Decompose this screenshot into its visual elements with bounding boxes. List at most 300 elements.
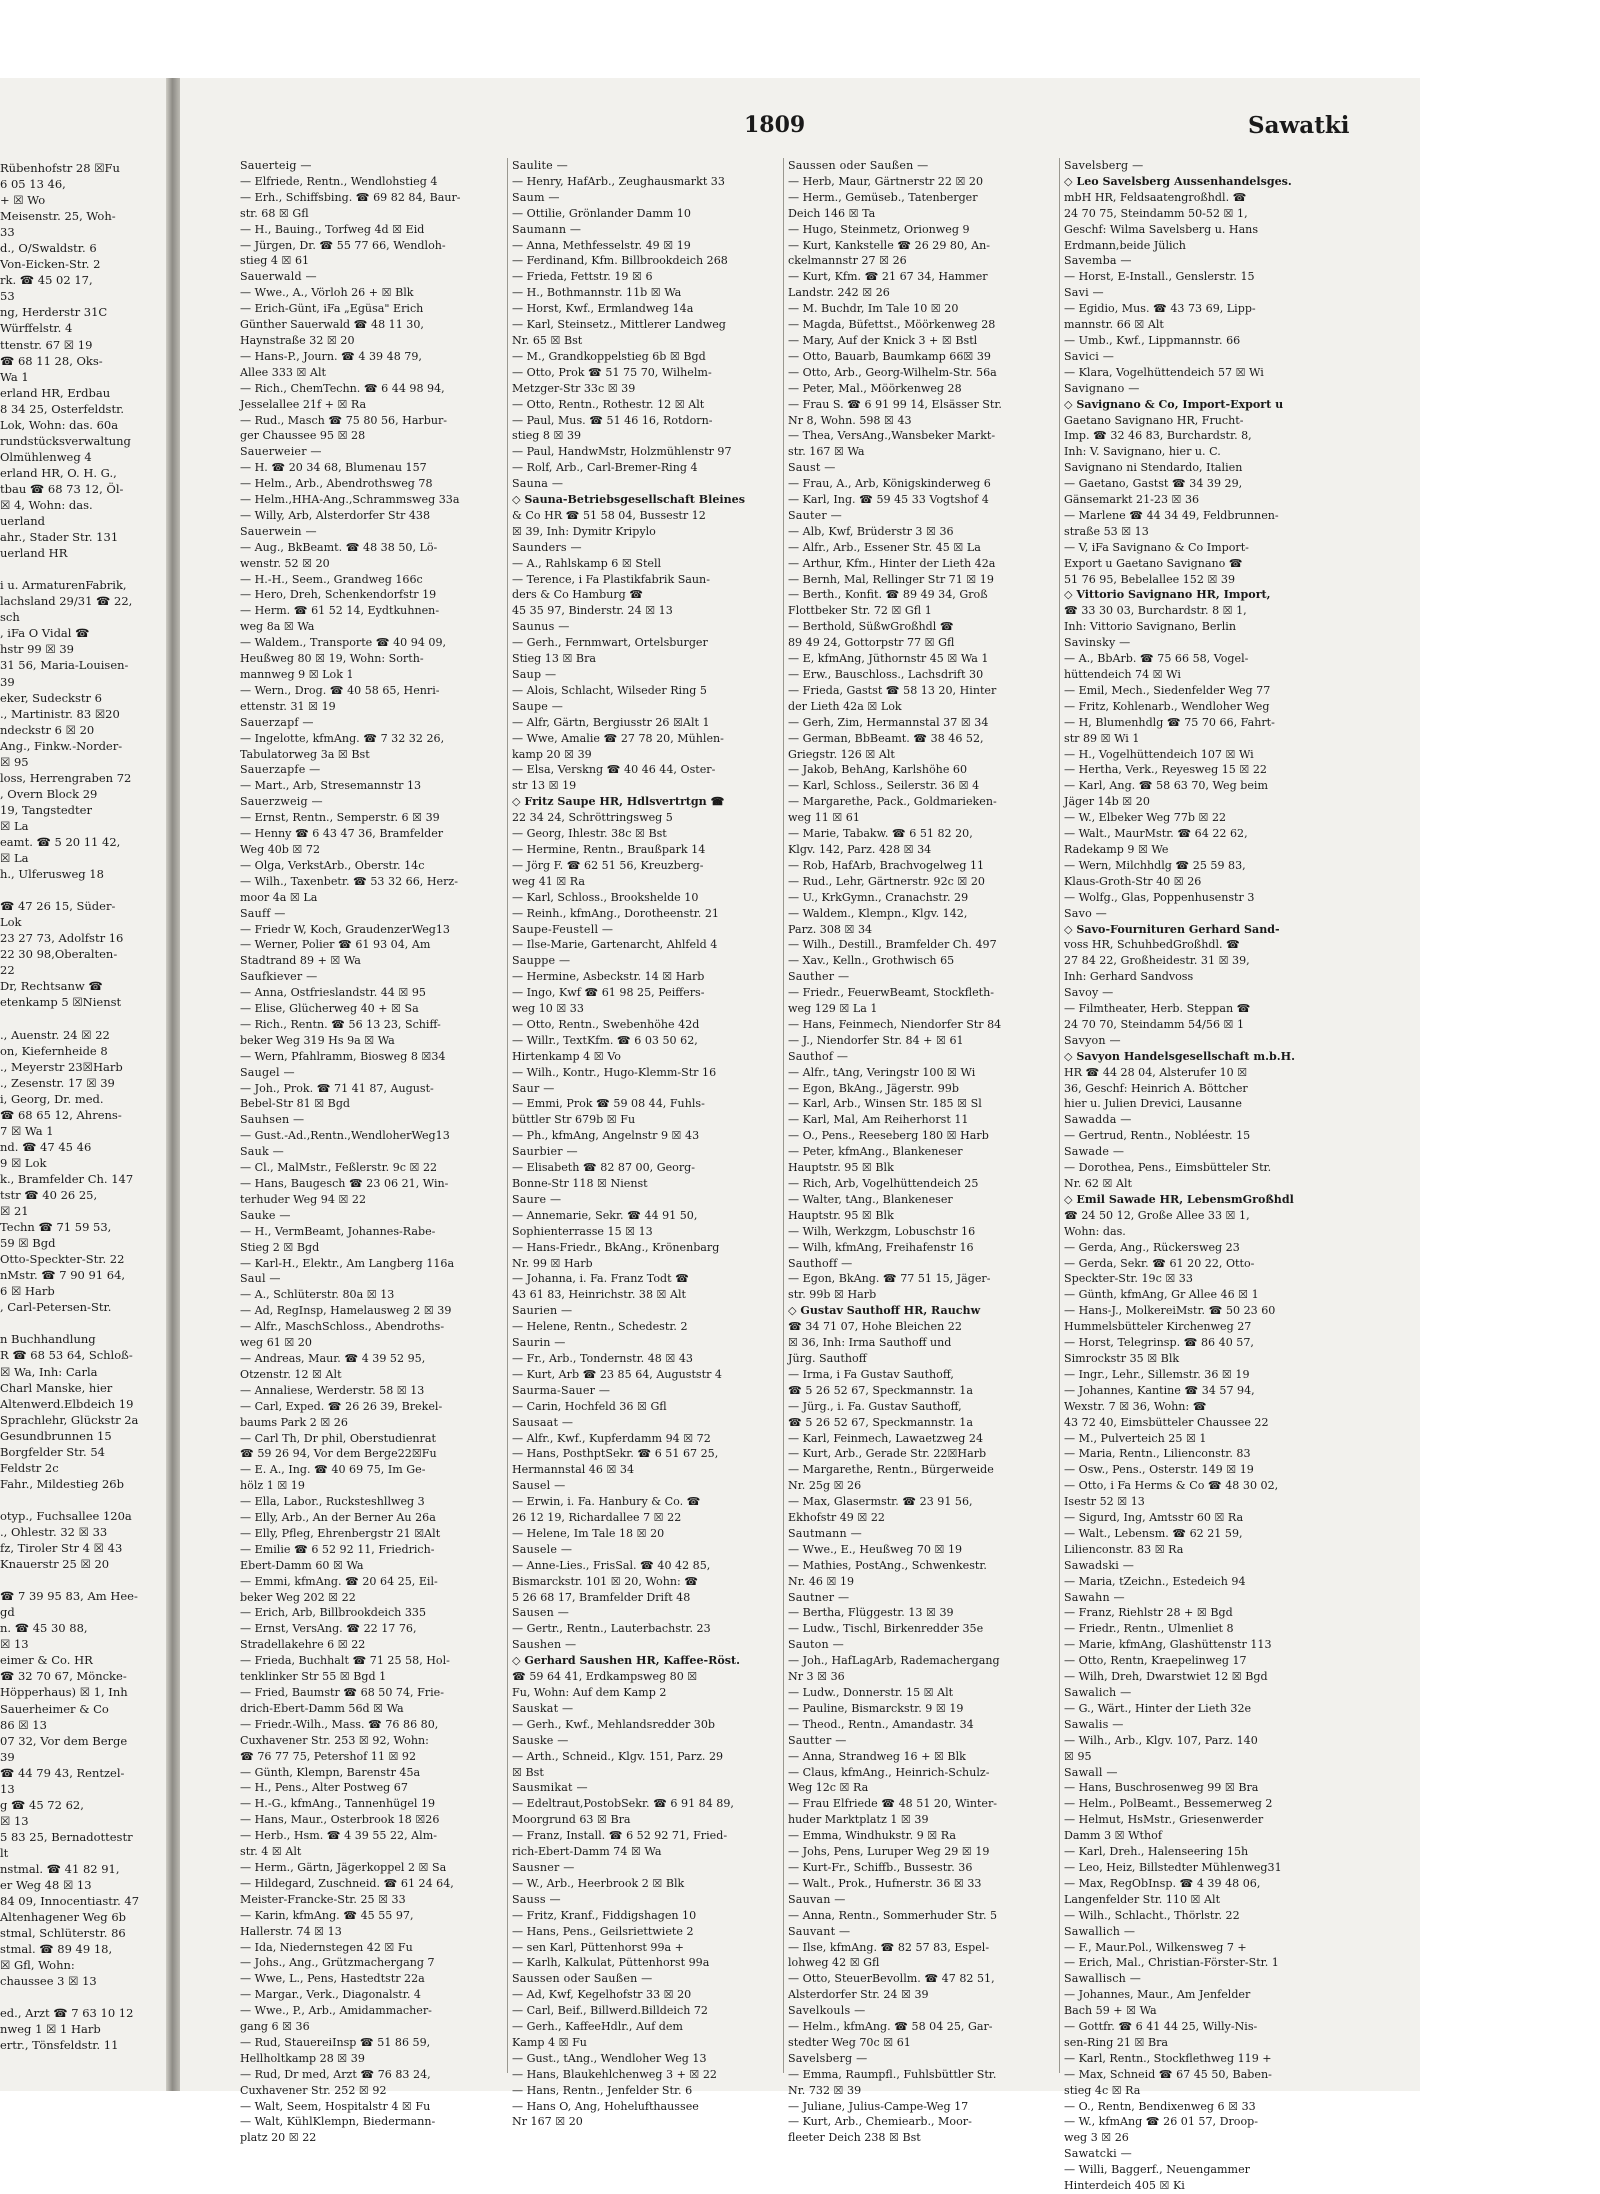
surname-heading: Sauvant — [788, 1924, 851, 1938]
directory-entry-line: 43 72 40, Eimsbütteler Chaussee 22 [1064, 1415, 1269, 1429]
directory-entry-line: Simrockstr 35 ☒ Blk [1064, 1351, 1180, 1365]
directory-entry-line: — Alfr., MaschSchloss., Abendroths- [240, 1320, 445, 1334]
directory-entry-line: str 89 ☒ Wi 1 [1064, 731, 1140, 745]
directory-column-3 [788, 158, 1058, 2145]
directory-entry-line: — Hans, Blaukehlchenweg 3 + ☒ 22 [512, 2067, 717, 2081]
left-page-line: ☎ 44 79 43, Rentzel- [0, 1765, 125, 1780]
directory-entry-line: — Anna, Strandweg 16 + ☒ Blk [788, 1749, 966, 1763]
directory-entry-line: — Otto, Bauarb, Baumkamp 66☒ 39 [788, 349, 991, 363]
left-page-line: , iFa O Vidal ☎ [0, 626, 90, 641]
directory-entry-line: — Hermine, Asbeckstr. 14 ☒ Harb [512, 970, 705, 984]
directory-entry-line: — Carl, Beif., Billwerd.Billdeich 72 [512, 2004, 708, 2018]
directory-entry-line: str. 68 ☒ Gfl [240, 206, 309, 220]
directory-entry-line: — Walt., Prok., Hufnerstr. 36 ☒ 33 [788, 1876, 982, 1890]
directory-entry-line: Nr. 99 ☒ Harb [512, 1256, 593, 1270]
directory-entry-line: — Johs., Ang., Grützmachergang 7 [240, 1956, 435, 1970]
surname-heading: Sauske — [512, 1733, 569, 1747]
left-page-line: ☒ La [0, 851, 29, 866]
directory-entry-line: Bach 59 + ☒ Wa [1064, 2004, 1157, 2018]
directory-entry-line: Flottbeker Str. 72 ☒ Gfl 1 [788, 604, 932, 618]
directory-entry-line: ☎ 59 64 41, Erdkampsweg 80 ☒ [512, 1670, 698, 1684]
directory-entry-line: — Wwe., E., Heußweg 70 ☒ 19 [788, 1542, 963, 1556]
surname-heading: Saurin — [512, 1336, 566, 1350]
left-page-line: stmal. ☎ 89 49 18, [0, 1942, 113, 1957]
directory-entry-line: — Ilse, kfmAng. ☎ 82 57 83, Espel- [788, 1940, 990, 1954]
directory-entry-line: Klaus-Groth-Str 40 ☒ 26 [1064, 874, 1202, 888]
directory-entry-line: — H, Blumenhdlg ☎ 75 70 66, Fahrt- [1064, 715, 1275, 729]
directory-entry-line: moor 4a ☒ La [240, 890, 318, 904]
directory-entry-line: Nr 167 ☒ 20 [512, 2115, 583, 2129]
surname-heading: Sawalis — [1064, 1717, 1124, 1731]
left-page-line: 6 ☒ Harb [0, 1284, 55, 1299]
left-page-line: , Overn Block 29 [0, 786, 98, 801]
directory-entry-line: — Helene, Rentn., Schedestr. 2 [512, 1320, 688, 1334]
directory-entry-line: — Ph., kfmAng, Angelnstr 9 ☒ 43 [512, 1129, 700, 1143]
directory-entry-line: — W., Elbeker Weg 77b ☒ 22 [1064, 811, 1227, 825]
directory-entry-line: — Friedr., Rentn., Ulmenliet 8 [1064, 1622, 1234, 1636]
left-page-line [0, 1492, 162, 1508]
directory-entry-line: voss HR, SchuhbedGroßhdl. ☎ [1064, 938, 1240, 952]
directory-entry-line: — Otto, Rentn., Swebenhöhe 42d [512, 1017, 700, 1031]
directory-entry-line: — Waldem., Klempn., Klgv. 142, [788, 906, 968, 920]
left-page-line: er Weg 48 ☒ 13 [0, 1878, 92, 1893]
directory-entry-line: gang 6 ☒ 36 [240, 2020, 310, 2034]
directory-entry-line: Jürg. Sauthoff [788, 1351, 867, 1365]
directory-entry-line: — Henny ☎ 6 43 47 36, Bramfelder [240, 827, 444, 841]
left-page-line: i u. ArmaturenFabrik, [0, 578, 127, 593]
directory-entry-line: weg 8a ☒ Wa [240, 620, 315, 634]
surname-heading: Sauna — [512, 477, 564, 491]
surname-heading: Sawallich — [1064, 1924, 1136, 1938]
directory-entry-line: — Gottfr. ☎ 6 41 44 25, Willy-Nis- [1064, 2020, 1258, 2034]
left-page-line: nd. ☎ 47 45 46 [0, 1139, 92, 1154]
directory-entry-line: — Hugo, Steinmetz, Orionweg 9 [788, 222, 970, 236]
directory-entry-line: 22 34 24, Schröttringsweg 5 [512, 811, 673, 825]
directory-entry-line: — Alb, Kwf, Brüderstr 3 ☒ 36 [788, 524, 954, 538]
directory-entry-line: — Fried, Baumstr ☎ 68 50 74, Frie- [240, 1686, 444, 1699]
left-page-line: eker, Sudeckstr 6 [0, 690, 102, 705]
directory-entry-line: — Kurt, Kankstelle ☎ 26 29 80, An- [788, 238, 991, 252]
firm-entry-line: ◇ Sauna-Betriebsgesellschaft Bleines [512, 493, 745, 507]
directory-entry-line: — Hero, Dreh, Schenkendorfstr 19 [240, 588, 437, 602]
surname-heading: Sautmann — [788, 1526, 862, 1540]
directory-entry-line: — H. ☎ 20 34 68, Blumenau 157 [240, 461, 427, 475]
directory-entry-line: — Helmut, HsMstr., Griesenwerder [1064, 1813, 1264, 1827]
left-page-line: 86 ☒ 13 [0, 1717, 47, 1732]
directory-entry-line: straße 53 ☒ 13 [1064, 524, 1149, 538]
directory-entry-line: — Otto, Rentn, Kraepelinweg 17 [1064, 1654, 1247, 1668]
left-page-line [0, 1010, 162, 1026]
directory-entry-line: — Frieda, Buchhalt ☎ 71 25 58, Hol- [240, 1654, 450, 1668]
left-page-line [0, 1315, 162, 1331]
directory-entry-line: — Anna, Methfesselstr. 49 ☒ 19 [512, 238, 691, 252]
surname-heading: Saure — [512, 1192, 562, 1206]
directory-entry-line: Export u Gaetano Savignano ☎ [1064, 556, 1243, 570]
directory-entry-line: — Karl, Rentn., Stockflethweg 119 + [1064, 2051, 1272, 2065]
directory-entry-line: rich-Ebert-Damm 74 ☒ Wa [512, 1845, 662, 1859]
directory-entry-line: Lilienconstr. 83 ☒ Ra [1064, 1542, 1184, 1556]
directory-entry-line: ckelmannstr 27 ☒ 26 [788, 254, 907, 268]
directory-entry-line: — Hans, Rentn., Jenfelder Str. 6 [512, 2083, 693, 2097]
directory-entry-line: — Walt., MaurMstr. ☎ 64 22 62, [1064, 827, 1248, 841]
surname-heading: Sawatcki — [1064, 2147, 1132, 2161]
directory-entry-line: — H., Vogelhüttendeich 107 ☒ Wi [1064, 747, 1254, 761]
directory-entry-line: — Rud., Masch ☎ 75 80 56, Harbur- [240, 413, 448, 427]
directory-entry-line: hier u. Julien Drevici, Lausanne [1064, 1097, 1242, 1111]
directory-entry-line: — Willi, Baggerf., Neuengammer [1064, 2163, 1250, 2177]
directory-column-4 [1064, 158, 1386, 2193]
directory-entry-line: — Herb, Maur, Gärtnerstr 22 ☒ 20 [788, 174, 984, 188]
directory-entry-line: — Kurt, Kfm. ☎ 21 67 34, Hammer [788, 270, 988, 284]
left-page-line [0, 561, 162, 577]
directory-entry-line: Nr 8, Wohn. 598 ☒ 43 [788, 413, 912, 427]
directory-entry-line: — Rich, Arb, Vogelhüttendeich 25 [788, 1177, 979, 1190]
directory-entry-line: — Mary, Auf der Knick 3 + ☒ Bstl [788, 333, 978, 347]
directory-entry-line: sen-Ring 21 ☒ Bra [1064, 2035, 1169, 2049]
directory-entry-line: — Juliane, Julius-Campe-Weg 17 [788, 2099, 969, 2113]
left-page-line: nMstr. ☎ 7 90 91 64, [0, 1268, 126, 1283]
directory-entry-line: — Wilh, Werkzgm, Lobuschstr 16 [788, 1224, 976, 1238]
left-page-line: ., Auenstr. 24 ☒ 22 [0, 1027, 110, 1042]
surname-heading: Sausele — [512, 1542, 573, 1556]
directory-entry-line: — Gust., tAng., Wendloher Weg 13 [512, 2051, 707, 2065]
directory-entry-line: Sophienterrasse 15 ☒ 13 [512, 1224, 653, 1238]
directory-entry-line: kamp 20 ☒ 39 [512, 747, 592, 761]
directory-entry-line: Tabulatorweg 3a ☒ Bst [240, 747, 370, 761]
directory-entry-line: — Anna, Rentn., Sommerhuder Str. 5 [788, 1908, 998, 1922]
directory-entry-line: — Herb., Hsm. ☎ 4 39 55 22, Alm- [240, 1829, 437, 1843]
surname-heading: Sausel — [512, 1479, 566, 1493]
directory-entry-line: — Otto, SteuerBevollm. ☎ 47 82 51, [788, 1972, 995, 1986]
directory-entry-line: Hinterdeich 405 ☒ Ki [1064, 2179, 1185, 2193]
directory-entry-line: — Alfr., Kwf., Kupferdamm 94 ☒ 72 [512, 1431, 711, 1445]
left-page-line: etenkamp 5 ☒Nienst [0, 995, 122, 1010]
directory-entry-line: — M., Grandkoppelstieg 6b ☒ Bgd [512, 349, 706, 363]
directory-entry-line: Hummelsbütteler Kirchenweg 27 [1064, 1320, 1252, 1334]
left-page-line: d., O/Swaldstr. 6 [0, 241, 97, 256]
directory-entry-line: Nr 3 ☒ 36 [788, 1670, 845, 1684]
directory-entry-line: — Walt, KühlKlempn, Biedermann- [240, 2115, 436, 2129]
left-page-line: Altenwerd.Elbdeich 19 [0, 1396, 134, 1411]
directory-entry-line: — Hans, Baugesch ☎ 23 06 21, Win- [240, 1177, 449, 1190]
directory-entry-line: — Hans, Buschrosenweg 99 ☒ Bra [1064, 1781, 1259, 1795]
directory-entry-line: Isestr 52 ☒ 13 [1064, 1495, 1145, 1509]
directory-entry-line: platz 20 ☒ 22 [240, 2131, 317, 2145]
surname-heading: Sauss — [512, 1892, 561, 1906]
directory-entry-line: — Annaliese, Werderstr. 58 ☒ 13 [240, 1383, 425, 1397]
directory-entry-line: ettenstr. 31 ☒ 19 [240, 699, 336, 713]
surname-heading: Saupe-Feustell — [512, 922, 614, 936]
left-page-line: Feldstr 2c [0, 1460, 59, 1475]
directory-entry-line: Weg 12c ☒ Ra [788, 1781, 869, 1795]
left-page-line: Gesundbrunnen 15 [0, 1428, 112, 1443]
directory-entry-line: — Werner, Polier ☎ 61 93 04, Am [240, 938, 431, 952]
directory-entry-line: Wexstr. 7 ☒ 36, Wohn: ☎ [1064, 1399, 1207, 1413]
directory-entry-line: 24 70 70, Steindamm 54/56 ☒ 1 [1064, 1017, 1245, 1031]
directory-entry-line: Jäger 14b ☒ 20 [1064, 795, 1150, 809]
directory-entry-line: str. 4 ☒ Alt [240, 1845, 302, 1859]
directory-entry-line: Hellholtkamp 28 ☒ 39 [240, 2051, 365, 2065]
directory-entry-line: Erdmann,beide Jülich [1064, 238, 1186, 252]
left-page-line: ☒ Gfl, Wohn: [0, 1958, 75, 1973]
directory-entry-line: — Gerda, Ang., Rückersweg 23 [1064, 1240, 1240, 1254]
surname-heading: Sauthof — [788, 1049, 849, 1063]
left-page-line: ., Meyerstr 23☒Harb [0, 1059, 123, 1074]
directory-entry-line: — Jörg F. ☎ 62 51 56, Kreuzberg- [512, 858, 704, 872]
directory-entry-line: — Frieda, Gastst ☎ 58 13 20, Hinter [788, 683, 997, 697]
directory-entry-line: — Erich, Mal., Christian-Förster-Str. 1 [1064, 1956, 1279, 1970]
directory-entry-line: — Rud, Dr med, Arzt ☎ 76 83 24, [240, 2067, 431, 2081]
surname-heading: Sauskat — [512, 1701, 574, 1715]
directory-entry-line: — Karl, Ing. ☎ 59 45 33 Vogtshof 4 [788, 493, 989, 507]
directory-entry-line: — Egidio, Mus. ☎ 43 73 69, Lipp- [1064, 302, 1256, 316]
directory-entry-line: — Andreas, Maur. ☎ 4 39 52 95, [240, 1351, 426, 1365]
left-page-line: fz, Tiroler Str 4 ☒ 43 [0, 1541, 123, 1556]
directory-entry-line: Hauptstr. 95 ☒ Blk [788, 1208, 894, 1222]
directory-entry-line: wenstr. 52 ☒ 20 [240, 556, 330, 570]
directory-entry-line: — U., KrkGymn., Cranachstr. 29 [788, 890, 969, 904]
directory-entry-line: — Osw., Pens., Osterstr. 149 ☒ 19 [1064, 1463, 1254, 1477]
directory-entry-line: ☎ 33 30 03, Burchardstr. 8 ☒ 1, [1064, 604, 1247, 618]
directory-entry-line: — Rud, StauereiInsp ☎ 51 86 59, [240, 2035, 431, 2049]
surname-heading: Saurien — [512, 1304, 573, 1318]
directory-entry-line: — Marlene ☎ 44 34 49, Feldbrunnen- [1064, 508, 1279, 522]
left-page-line: sch [0, 610, 20, 625]
directory-entry-line: — Wwe, L., Pens, Hastedtstr 22a [240, 1972, 425, 1986]
directory-entry-line: — Emilie ☎ 6 52 92 11, Friedrich- [240, 1542, 435, 1556]
directory-entry-line: ☒ 36, Inh: Irma Sauthoff und [788, 1336, 952, 1350]
directory-entry-line: — sen Karl, Püttenhorst 99a + [512, 1940, 684, 1954]
left-page-line: ☎ 68 65 12, Ahrens- [0, 1107, 122, 1122]
directory-entry-line: weg 61 ☒ 20 [240, 1336, 312, 1350]
surname-heading: Sausaat — [512, 1415, 574, 1429]
directory-entry-line: weg 41 ☒ Ra [512, 874, 586, 888]
surname-heading: Sauerzweig — [240, 795, 323, 809]
left-page-line: tbau ☎ 68 73 12, Öl- [0, 481, 124, 496]
directory-entry-line: — Klara, Vogelhüttendeich 57 ☒ Wi [1064, 365, 1264, 379]
directory-entry-line: der Lieth 42a ☒ Lok [788, 699, 902, 713]
directory-entry-line: — Emma, Raumpfl., Fuhlsbüttler Str. [788, 2067, 997, 2081]
directory-entry-line: beker Weg 319 Hs 9a ☒ Wa [240, 1033, 395, 1047]
directory-entry-line: — Rich., ChemTechn. ☎ 6 44 98 94, [240, 381, 445, 395]
directory-entry-line: — Arth., Schneid., Klgv. 151, Parz. 29 [512, 1749, 724, 1763]
directory-entry-line: — Hertha, Verk., Reyesweg 15 ☒ 22 [1064, 763, 1267, 777]
directory-entry-line: — Hans, Maur., Osterbrook 18 ☒26 [240, 1813, 440, 1827]
surname-heading: Sawalich — [1064, 1686, 1132, 1699]
directory-entry-line: — Emil, Mech., Siedenfelder Weg 77 [1064, 683, 1271, 697]
directory-entry-line: — E. A., Ing. ☎ 40 69 75, Im Ge- [240, 1463, 426, 1477]
surname-heading: Savici — [1064, 349, 1115, 363]
surname-heading: Saurbier — [512, 1145, 578, 1159]
running-headword: Sawatki [1248, 112, 1350, 139]
left-page-line: 22 30 98,Oberalten- [0, 947, 118, 962]
directory-entry-line: — J., Niendorfer Str. 84 + ☒ 61 [788, 1033, 964, 1047]
left-page-line: stmal, Schlüterstr. 86 [0, 1926, 126, 1941]
page-number: 1809 [744, 112, 806, 138]
directory-entry-line: — Kurt, Arb., Chemiearb., Moor- [788, 2115, 972, 2129]
directory-entry-line: — H., Pens., Alter Postweg 67 [240, 1781, 408, 1795]
left-page-line: 39 [0, 674, 15, 689]
directory-entry-line: — Kurt-Fr., Schiffb., Bussestr. 36 [788, 1860, 973, 1874]
firm-entry-line: ◇ Savignano & Co, Import-Export u [1064, 397, 1284, 411]
directory-entry-line: 36, Geschf: Heinrich A. Böttcher [1064, 1081, 1248, 1095]
left-page-line: 33 [0, 225, 15, 240]
directory-entry-line: str 13 ☒ 19 [512, 779, 577, 793]
left-page-line: 5 83 25, Bernadottestr [0, 1829, 133, 1844]
directory-entry-line: — Kurt, Arb., Gerade Str. 22☒Harb [788, 1447, 987, 1461]
directory-entry-line: — Otto, Arb., Georg-Wilhelm-Str. 56a [788, 365, 997, 379]
directory-entry-line: — Ernst, VersAng. ☎ 22 17 76, [240, 1622, 417, 1636]
left-page-line: 31 56, Maria-Louisen- [0, 658, 129, 673]
surname-heading: Savinsky — [1064, 636, 1131, 650]
surname-heading: Sauerzapf — [240, 715, 314, 729]
directory-entry-line: stedter Weg 70c ☒ 61 [788, 2035, 911, 2049]
column-divider [507, 158, 508, 2073]
directory-entry-line: — Egon, BkAng. ☎ 77 51 15, Jäger- [788, 1272, 991, 1286]
directory-entry-line: — Otto, Prok ☎ 51 75 70, Wilhelm- [512, 365, 712, 379]
left-page-line: Rübenhofstr 28 ☒Fu [0, 161, 120, 175]
directory-entry-line: — Paul, HandwMstr, Holzmühlenstr 97 [512, 445, 732, 459]
directory-entry-line: — Max, RegObInsp. ☎ 4 39 48 06, [1064, 1876, 1261, 1890]
directory-entry-line: — Friedr.-Wilh., Mass. ☎ 76 86 80, [240, 1717, 439, 1731]
left-page-line: 22 [0, 963, 15, 978]
surname-heading: Sauff — [240, 906, 286, 920]
directory-entry-line: Savignano ni Stendardo, Italien [1064, 461, 1243, 475]
directory-entry-line: mannstr. 66 ☒ Alt [1064, 318, 1164, 332]
firm-entry-line: ◇ Emil Sawade HR, LebensmGroßhdl [1064, 1192, 1294, 1206]
directory-entry-line: — Hans, Pens., Geilsriettwiete 2 [512, 1924, 694, 1938]
directory-entry-line: — H., Bothmannstr. 11b ☒ Wa [512, 286, 682, 300]
directory-entry-line: — Walt., Lebensm. ☎ 62 21 59, [1064, 1526, 1243, 1540]
directory-entry-line: — Alfr, Gärtn, Bergiusstr 26 ☒Alt 1 [512, 715, 710, 729]
directory-entry-line: — M. Buchdr, Im Tale 10 ☒ 20 [788, 302, 959, 316]
directory-entry-line: — A., BbArb. ☎ 75 66 58, Vogel- [1064, 652, 1249, 666]
surname-heading: Savyon — [1064, 1033, 1121, 1047]
directory-entry-line: str. 167 ☒ Wa [788, 445, 865, 459]
directory-entry-line: Inh: Gerhard Sandvoss [1064, 970, 1194, 984]
directory-entry-line: — Wern, Milchhdlg ☎ 25 59 83, [1064, 858, 1246, 872]
directory-entry-line: — Helm., Arb., Abendrothsweg 78 [240, 477, 433, 491]
surname-heading: Saunders — [512, 540, 582, 554]
directory-entry-line: — Margar., Verk., Diagonalstr. 4 [240, 1988, 421, 2002]
directory-entry-line: — Olga, VerkstArb., Oberstr. 14c [240, 858, 425, 872]
directory-entry-line: — Fritz, Kohlenarb., Wendloher Weg [1064, 699, 1270, 713]
directory-entry-line: Haynstraße 32 ☒ 20 [240, 333, 355, 347]
directory-entry-line: — Hans, PosthptSekr. ☎ 6 51 67 25, [512, 1447, 719, 1461]
directory-entry-line: tenklinker Str 55 ☒ Bgd 1 [240, 1670, 387, 1684]
directory-entry-line: — Anne-Lies., FrisSal. ☎ 40 42 85, [512, 1558, 711, 1572]
surname-heading: Savemba — [1064, 254, 1132, 268]
directory-entry-line: — Gertr., Rentn., Lauterbachstr. 23 [512, 1622, 711, 1636]
directory-entry-line: HR ☎ 44 28 04, Alsterufer 10 ☒ [1064, 1065, 1248, 1079]
surname-heading: Sawahn — [1064, 1590, 1125, 1604]
surname-heading: Sausner — [512, 1860, 575, 1874]
directory-entry-line: lohweg 42 ☒ Gfl [788, 1956, 880, 1970]
left-page-line: ☒ 13 [0, 1637, 29, 1652]
firm-entry-line: ◇ Gerhard Saushen HR, Kaffee-Röst. [512, 1654, 740, 1668]
surname-heading: Sauke — [240, 1208, 291, 1222]
surname-heading: Saul — [240, 1272, 281, 1286]
directory-entry-line: 27 84 22, Großheidestr. 31 ☒ 39, [1064, 954, 1250, 968]
directory-entry-line: — Maria, Rentn., Lilienconstr. 83 [1064, 1447, 1251, 1461]
directory-entry-line: — Elisabeth ☎ 82 87 00, Georg- [512, 1161, 695, 1175]
directory-entry-line: — Erh., Schiffsbing. ☎ 69 82 84, Baur- [240, 190, 461, 204]
directory-entry-line: Nr. 732 ☒ 39 [788, 2083, 862, 2097]
left-page-line: 19, Tangstedter [0, 802, 92, 817]
surname-heading: Savoy — [1064, 986, 1114, 1000]
directory-entry-line: — Hans O, Ang, Hohelufthaussee [512, 2099, 699, 2113]
directory-entry-line: ☒ 95 [1064, 1749, 1092, 1763]
directory-entry-line: beker Weg 202 ☒ 22 [240, 1590, 356, 1604]
directory-entry-line: — O., Pens., Reeseberg 180 ☒ Harb [788, 1129, 989, 1143]
directory-entry-line: — Herm., Gärtn, Jägerkoppel 2 ☒ Sa [240, 1860, 447, 1874]
left-page-line: ertr., Tönsfeldstr. 11 [0, 2038, 119, 2053]
directory-entry-line: — Theod., Rentn., Amandastr. 34 [788, 1717, 974, 1731]
directory-entry-line: Heußweg 80 ☒ 19, Wohn: Sorth- [240, 652, 424, 666]
directory-entry-line: — Elly, Arb., An der Berner Au 26a [240, 1511, 436, 1525]
left-page-line: on, Kiefernheide 8 [0, 1043, 108, 1058]
surname-heading: Sauter — [788, 508, 842, 522]
directory-entry-line: — Claus, kfmAng., Heinrich-Schulz- [788, 1765, 990, 1779]
directory-entry-line: — Ingr., Lehr., Sillemstr. 36 ☒ 19 [1064, 1367, 1250, 1381]
directory-entry-line: stieg 4 ☒ 61 [240, 254, 310, 268]
directory-entry-line: — Henry, HafArb., Zeughausmarkt 33 [512, 174, 725, 188]
directory-entry-line: 5 26 68 17, Bramfelder Drift 48 [512, 1590, 691, 1604]
directory-entry-line: — Herm., Gemüseb., Tatenberger [788, 190, 978, 204]
surname-heading: Saurma-Sauer — [512, 1383, 611, 1397]
directory-entry-line: — A., Rahlskamp 6 ☒ Stell [512, 556, 662, 570]
directory-entry-line: — Joh., HafLagArb, Rademachergang [788, 1654, 1000, 1668]
left-page-line: 9 ☒ Lok [0, 1155, 47, 1170]
surname-heading: Saufkiever — [240, 970, 318, 984]
directory-entry-line: — Johs, Pens, Luruper Weg 29 ☒ 19 [788, 1845, 990, 1859]
directory-entry-line: — Marie, Tabakw. ☎ 6 51 82 20, [788, 827, 973, 841]
directory-entry-line: — H., VermBeamt, Johannes-Rabe- [240, 1224, 436, 1238]
directory-entry-line: Bonne-Str 118 ☒ Nienst [512, 1177, 648, 1190]
directory-entry-line: — Wern, Pfahlramm, Biosweg 8 ☒34 [240, 1049, 446, 1063]
directory-entry-line: — Wilh., Schlacht., Thörlstr. 22 [1064, 1908, 1240, 1922]
directory-entry-line: ☎ 24 50 12, Große Allee 33 ☒ 1, [1064, 1208, 1250, 1222]
directory-entry-line: — Horst, E-Install., Genslerstr. 15 [1064, 270, 1255, 284]
directory-entry-line: — Sigurd, Ing, Amtsstr 60 ☒ Ra [1064, 1511, 1244, 1525]
directory-entry-line: Gänsemarkt 21-23 ☒ 36 [1064, 493, 1200, 507]
directory-entry-line: — Helene, Im Tale 18 ☒ 20 [512, 1526, 665, 1540]
directory-entry-line: — Helm., kfmAng. ☎ 58 04 25, Gar- [788, 2020, 993, 2034]
directory-entry-line: — Gerh, Zim, Hermannstal 37 ☒ 34 [788, 715, 989, 729]
directory-entry-line: — Umb., Kwf., Lippmannstr. 66 [1064, 333, 1241, 347]
directory-entry-line: — Wern., Drog. ☎ 40 58 65, Henri- [240, 683, 440, 697]
left-page-line: eamt. ☎ 5 20 11 42, [0, 834, 121, 849]
directory-entry-line: — Carl Th, Dr phil, Oberstudienrat [240, 1431, 436, 1445]
surname-heading: Sauthoff — [788, 1256, 853, 1270]
left-page-line: uerland HR [0, 546, 68, 561]
surname-heading: Sausmikat — [512, 1781, 588, 1795]
surname-heading: Sawallisch — [1064, 1972, 1142, 1986]
surname-heading: Savelkouls — [788, 2004, 866, 2018]
directory-entry-line: — Ingo, Kwf ☎ 61 98 25, Peiffers- [512, 986, 705, 1000]
directory-entry-line: Geschf: Wilma Savelsberg u. Hans [1064, 222, 1259, 236]
directory-entry-line: — Wwe, Amalie ☎ 27 78 20, Mühlen- [512, 731, 724, 745]
directory-entry-line: — Elfriede, Rentn., Wendlohstieg 4 [240, 174, 438, 188]
directory-entry-line: ☒ 39, Inh: Dymitr Kripylo [512, 524, 656, 538]
directory-entry-line: Nr. 46 ☒ 19 [788, 1574, 855, 1588]
directory-entry-line: terhuder Weg 94 ☒ 22 [240, 1192, 367, 1206]
directory-entry-line: — Willy, Arb, Alsterdorfer Str 438 [240, 508, 431, 522]
directory-entry-line: 51 76 95, Bebelallee 152 ☒ 39 [1064, 572, 1236, 586]
directory-entry-line: — Johannes, Kantine ☎ 34 57 94, [1064, 1383, 1255, 1397]
left-page-line: nstmal. ☎ 41 82 91, [0, 1861, 120, 1876]
directory-entry-line: — E, kfmAng, Jüthornstr 45 ☒ Wa 1 [788, 652, 989, 666]
